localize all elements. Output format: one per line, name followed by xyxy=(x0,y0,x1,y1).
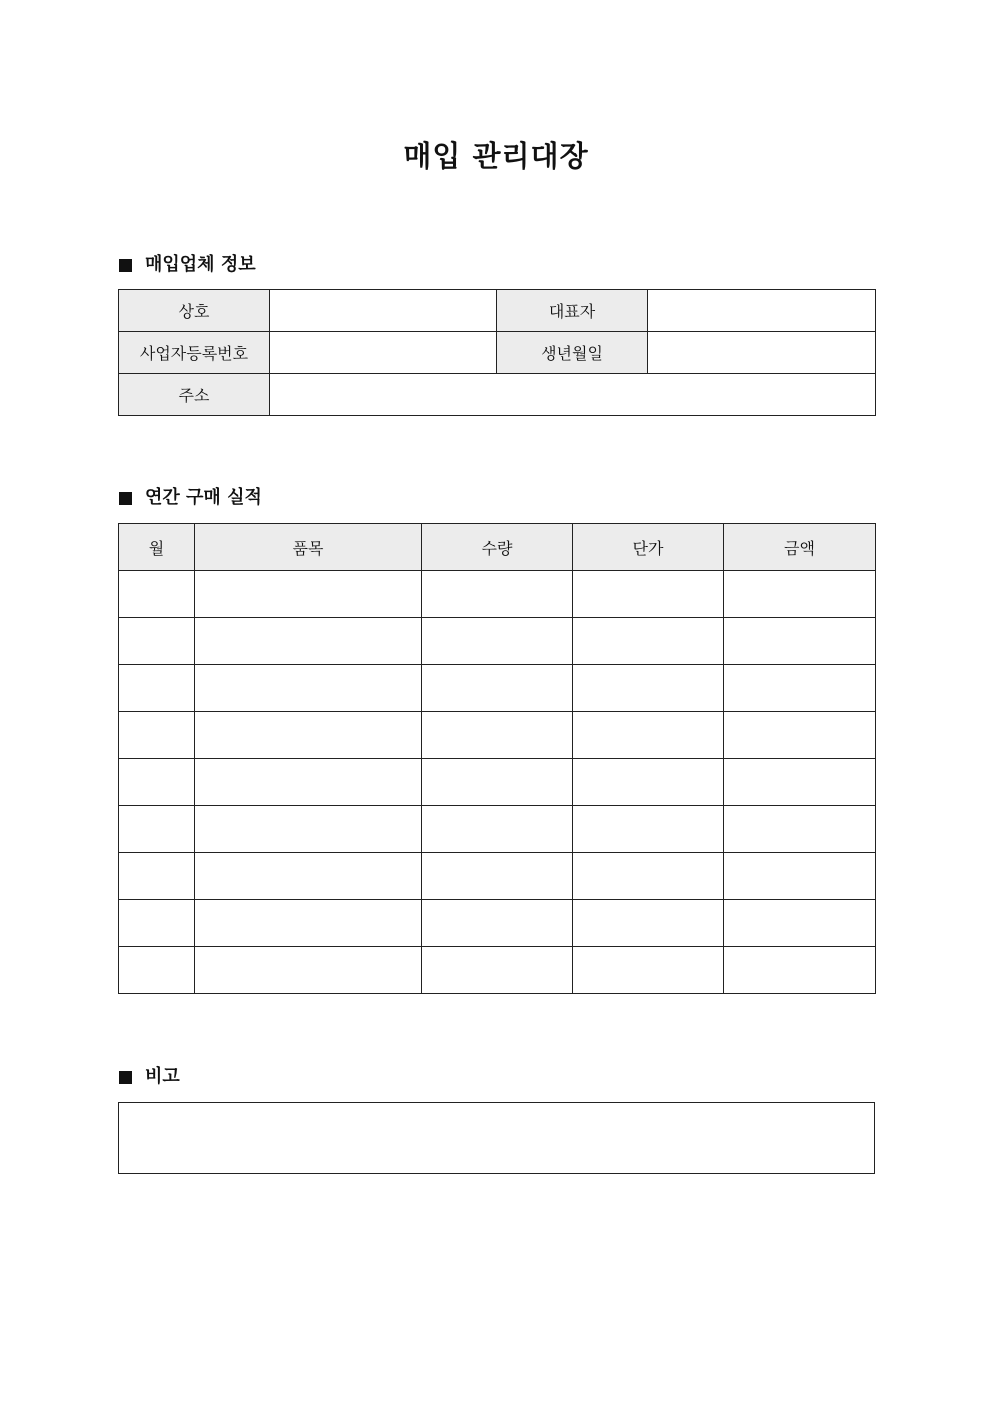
month-cell[interactable] xyxy=(119,571,195,618)
address-label: 주소 xyxy=(119,374,270,416)
table-row xyxy=(119,618,876,665)
business-reg-no-field[interactable] xyxy=(270,332,497,374)
column-header-unit-price: 단가 xyxy=(573,524,724,571)
table-row xyxy=(119,374,876,416)
square-bullet-icon xyxy=(119,492,132,505)
document-title: 매입 관리대장 xyxy=(403,139,589,173)
month-cell[interactable] xyxy=(119,853,195,900)
amount-cell[interactable] xyxy=(724,947,876,994)
birth-date-field[interactable] xyxy=(648,332,876,374)
unit-price-cell[interactable] xyxy=(573,571,724,618)
column-header-amount: 금액 xyxy=(724,524,876,571)
quantity-cell[interactable] xyxy=(422,759,573,806)
unit-price-cell[interactable] xyxy=(573,853,724,900)
item-cell[interactable] xyxy=(195,712,422,759)
representative-field[interactable] xyxy=(648,290,876,332)
amount-cell[interactable] xyxy=(724,806,876,853)
table-row xyxy=(119,759,876,806)
item-cell[interactable] xyxy=(195,853,422,900)
company-name-label: 상호 xyxy=(119,290,270,332)
amount-cell[interactable] xyxy=(724,759,876,806)
unit-price-cell[interactable] xyxy=(573,665,724,712)
unit-price-cell[interactable] xyxy=(573,618,724,665)
birth-date-label: 생년월일 xyxy=(497,332,648,374)
unit-price-cell[interactable] xyxy=(573,759,724,806)
quantity-cell[interactable] xyxy=(422,900,573,947)
table-row xyxy=(119,290,876,332)
month-cell[interactable] xyxy=(119,900,195,947)
column-header-month: 월 xyxy=(119,524,195,571)
purchase-section-title: 연간 구매 실적 xyxy=(145,487,262,508)
supplier-info-table xyxy=(118,289,876,416)
table-header-row xyxy=(119,524,876,571)
purchase-section-heading xyxy=(119,486,262,510)
address-field[interactable] xyxy=(270,374,876,416)
remarks-section-heading xyxy=(119,1065,180,1089)
month-cell[interactable] xyxy=(119,665,195,712)
amount-cell[interactable] xyxy=(724,853,876,900)
quantity-cell[interactable] xyxy=(422,806,573,853)
purchase-records-table xyxy=(118,523,876,994)
month-cell[interactable] xyxy=(119,618,195,665)
month-cell[interactable] xyxy=(119,806,195,853)
amount-cell[interactable] xyxy=(724,618,876,665)
table-row xyxy=(119,665,876,712)
table-row xyxy=(119,947,876,994)
square-bullet-icon xyxy=(119,259,132,272)
table-row xyxy=(119,806,876,853)
square-bullet-icon xyxy=(119,1071,132,1084)
column-header-item: 품목 xyxy=(195,524,422,571)
quantity-cell[interactable] xyxy=(422,665,573,712)
quantity-cell[interactable] xyxy=(422,947,573,994)
item-cell[interactable] xyxy=(195,947,422,994)
table-row xyxy=(119,900,876,947)
month-cell[interactable] xyxy=(119,712,195,759)
company-name-field[interactable] xyxy=(270,290,497,332)
table-row xyxy=(119,332,876,374)
item-cell[interactable] xyxy=(195,571,422,618)
month-cell[interactable] xyxy=(119,759,195,806)
item-cell[interactable] xyxy=(195,665,422,712)
amount-cell[interactable] xyxy=(724,665,876,712)
unit-price-cell[interactable] xyxy=(573,900,724,947)
unit-price-cell[interactable] xyxy=(573,712,724,759)
amount-cell[interactable] xyxy=(724,712,876,759)
amount-cell[interactable] xyxy=(724,900,876,947)
quantity-cell[interactable] xyxy=(422,618,573,665)
quantity-cell[interactable] xyxy=(422,712,573,759)
business-reg-no-label: 사업자등록번호 xyxy=(119,332,270,374)
item-cell[interactable] xyxy=(195,806,422,853)
item-cell[interactable] xyxy=(195,618,422,665)
amount-cell[interactable] xyxy=(724,571,876,618)
item-cell[interactable] xyxy=(195,900,422,947)
table-row xyxy=(119,571,876,618)
unit-price-cell[interactable] xyxy=(573,806,724,853)
column-header-quantity: 수량 xyxy=(422,524,573,571)
table-row xyxy=(119,712,876,759)
month-cell[interactable] xyxy=(119,947,195,994)
remarks-field[interactable] xyxy=(118,1102,875,1174)
table-row xyxy=(119,853,876,900)
quantity-cell[interactable] xyxy=(422,853,573,900)
quantity-cell[interactable] xyxy=(422,571,573,618)
item-cell[interactable] xyxy=(195,759,422,806)
remarks-section-title: 비고 xyxy=(145,1066,180,1087)
representative-label: 대표자 xyxy=(497,290,648,332)
supplier-section-title: 매입업체 정보 xyxy=(145,254,256,275)
supplier-section-heading xyxy=(119,253,256,277)
unit-price-cell[interactable] xyxy=(573,947,724,994)
